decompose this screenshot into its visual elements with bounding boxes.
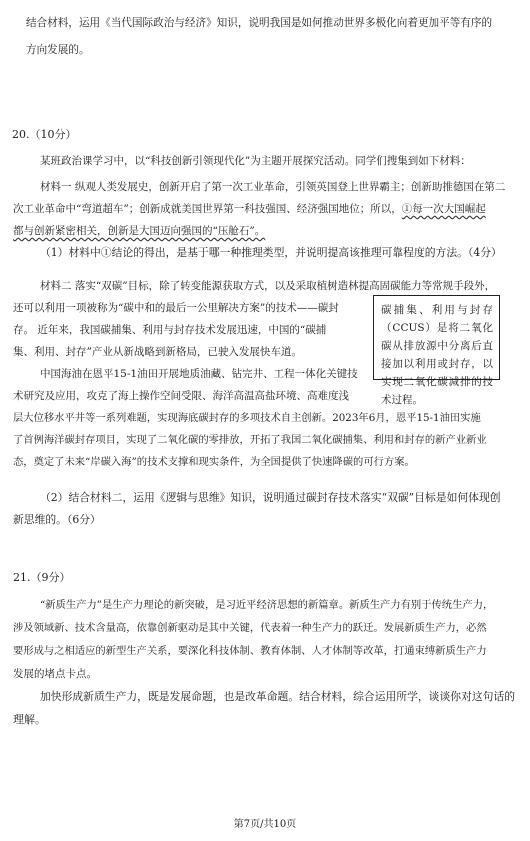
q21-paragraph-1-line-1: “新质生产力”是生产力理论的新突破，是习近平经济思想的新篇章。新质生产力有别于传统生产力，: [40, 599, 494, 611]
material-2-line-8: 了首例海洋碳封存项目，实现了二氧化碳的零排放，开拓了我国二氧化碳捕集、利用和封存的新产业新业: [13, 434, 487, 446]
q20-subquestion-2-line-2: 新思维的。（6分）: [13, 513, 101, 526]
q20-subquestion-2-line-1: （2）结合材料二，运用《逻辑与思维》知识，说明通过碳封存技术落实“双碳”目标是如何体现创: [40, 491, 501, 504]
material-2-line-2: 还可以利用一项被称为“碳中和的最后一公里解决方案”的技术——碳封: [13, 302, 339, 314]
material-1-line-2: [13, 202, 486, 216]
q21-paragraph-2-line-2: 理解。: [13, 713, 46, 726]
material-1-line-3: 都与创新紧密相关，创新是大国迈向强国的“压舱石”。: [13, 225, 266, 237]
question-20-header: 20.（10分）: [12, 128, 77, 141]
q20-intro: 某班政治课学习中，以“科技创新引领现代化”为主题开展探究活动。同学们搜集到如下材料：: [40, 155, 471, 167]
q21-paragraph-1-line-2: 涉及领域新、技术含量高，依靠创新驱动是其中关键，代表着一种生产力的跃迁。发展新质生产力，必然: [13, 622, 487, 634]
material-2-line-9: 态，奠定了未来“岸碳入海”的技术支撑和现实条件，为全国提供了快速降碳的可行方案。: [13, 456, 415, 468]
prev-question-line-2: 方向发展的。: [26, 44, 90, 56]
q20-subquestion-1: （1）材料中①结论的得出，是基于哪一种推理类型，并说明提高该推理可靠程度的方法。（4分）: [40, 246, 502, 259]
material-1-line-2-text: 次工业革命中“弯道超车”；创新成就美国世界第一科技强国、经济强国地位；所以，: [13, 203, 402, 215]
ccus-definition-text: 碳捕集、利用与封存（CCUS）是将二氧化碳从排放源中分离后直接加以利用或封存，以实现二氧化碳减排的技术过程。: [381, 304, 493, 406]
ccus-definition-box: [373, 295, 500, 406]
material-2-line-1: 材料二 落实“双碳”目标，除了转变能源获取方式，以及采取植树造林提高固碳能力等常规手段外，: [40, 280, 496, 292]
conclusion-1-underlined: ①每一次大国崛起: [401, 203, 486, 215]
material-2-line-5: 中国海油在恩平15-1油田开展地质油藏、钻完井、工程一体化关键技: [40, 368, 358, 380]
question-21-header: 21.（9分）: [13, 571, 71, 584]
page-number: 第7页/共10页: [233, 819, 297, 830]
material-2-line-6: 术研究及应用，攻克了海上操作空间受限、海洋高温高盐环境、高难度浅: [13, 390, 349, 402]
q21-paragraph-2-line-1: 加快形成新质生产力，既是发展命题，也是改革命题。结合材料，综合运用所学，谈谈你对这句话的: [40, 690, 516, 703]
prev-question-line-1: 结合材料，运用《当代国际政治与经济》知识，说明我国是如何推动世界多极化向着更加平等有序的: [26, 17, 493, 29]
material-1-line-1: 材料一 纵观人类发展史，创新开启了第一次工业革命，引领英国登上世界霸主；创新助推德国在第二: [40, 181, 506, 193]
material-2-line-7: 层大位移水平井等一系列难题，实现海底碳封存的多项技术自主创新。2023年6月，恩平15-1油田实施: [13, 412, 481, 424]
material-2-line-3: 存。 近年来，我国碳捕集、利用与封存技术发展迅速，中国的“碳捕: [13, 324, 327, 336]
q21-paragraph-1-line-4: 发展的堵点卡点。: [13, 668, 97, 680]
q21-paragraph-1-line-3: 要形成与之相适应的新型生产关系，要深化科技体制、教育体制、人才体制等改革，打通束缚新质生产力: [13, 645, 487, 657]
material-2-line-4: 集、利用、封存”产业从新战略到新格局，已驶入发展快车道。: [13, 346, 302, 358]
